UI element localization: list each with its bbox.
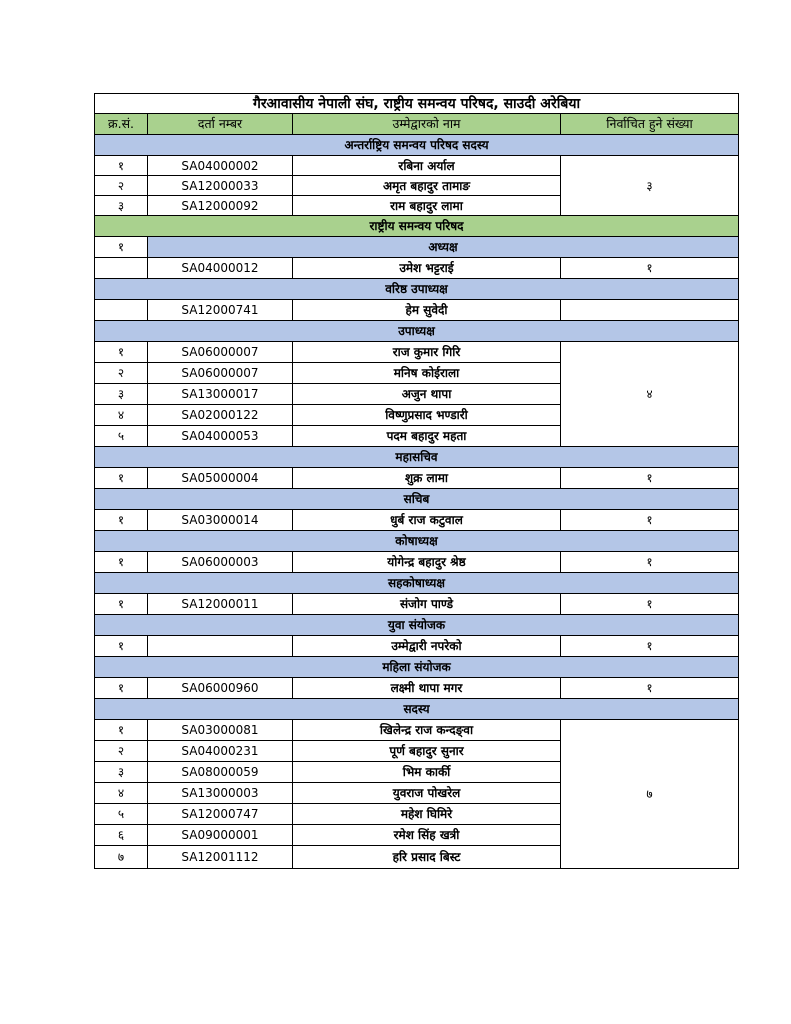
cell-name: अमृत बहादुर तामाङ xyxy=(293,176,561,196)
table-row xyxy=(95,258,739,279)
cell-sn: ७ xyxy=(95,846,148,869)
cell-name: उम्मेद्वारी नपरेको xyxy=(293,636,561,657)
cell-count: १ xyxy=(561,594,739,615)
cell-sn: ३ xyxy=(95,384,148,405)
cell-count xyxy=(561,300,739,321)
section-national: राष्ट्रीय समन्वय परिषद xyxy=(95,216,739,237)
cell-sn: ४ xyxy=(95,783,148,804)
section-row xyxy=(95,447,739,468)
cell-reg: SA06000007 xyxy=(148,363,293,384)
cell-sn: ३ xyxy=(95,762,148,783)
cell-reg: SA06000007 xyxy=(148,342,293,363)
table-row xyxy=(95,636,739,657)
cell-name: उमेश भट्टराई xyxy=(293,258,561,279)
cell-name: विष्णुप्रसाद भण्डारी xyxy=(293,405,561,426)
section-row xyxy=(95,615,739,636)
cell-sn: ६ xyxy=(95,825,148,846)
section-row xyxy=(95,657,739,678)
section-row xyxy=(95,573,739,594)
cell-name: रमेश सिंह खत्री xyxy=(293,825,561,846)
table-row xyxy=(95,510,739,531)
cell-sn: ४ xyxy=(95,405,148,426)
cell-reg: SA12000092 xyxy=(148,196,293,216)
table-row xyxy=(95,342,739,363)
cell-count: १ xyxy=(561,510,739,531)
cell-reg xyxy=(148,636,293,657)
cell-reg: SA04000231 xyxy=(148,741,293,762)
cell-sn: १ xyxy=(95,552,148,573)
section-row xyxy=(95,321,739,342)
cell-count: १ xyxy=(561,258,739,279)
header-name: उम्मेद्वारको नाम xyxy=(293,114,561,135)
section-row xyxy=(95,531,739,552)
header-sn: क्र.सं. xyxy=(95,114,148,135)
cell-sn: २ xyxy=(95,176,148,196)
section-international: अन्तर्राष्ट्रिय समन्वय परिषद सदस्य xyxy=(95,135,739,156)
cell-reg: SA13000017 xyxy=(148,384,293,405)
section-row xyxy=(95,237,739,258)
cell-name: लक्ष्मी थापा मगर xyxy=(293,678,561,699)
section-row xyxy=(95,216,739,237)
section-secretary: सचिब xyxy=(95,489,739,510)
table-row xyxy=(95,678,739,699)
cell-name: महेश घिमिरे xyxy=(293,804,561,825)
cell-sn: १ xyxy=(95,156,148,176)
cell-reg: SA12001112 xyxy=(148,846,293,869)
cell-name: युवराज पोखरेल xyxy=(293,783,561,804)
cell-reg: SA12000033 xyxy=(148,176,293,196)
section-co-treasurer: सहकोषाध्यक्ष xyxy=(95,573,739,594)
cell-reg: SA06000003 xyxy=(148,552,293,573)
cell-count: ४ xyxy=(561,342,739,447)
section-row xyxy=(95,279,739,300)
cell-sn: ५ xyxy=(95,804,148,825)
title-row xyxy=(95,94,739,114)
table-row xyxy=(95,720,739,741)
cell-count: ३ xyxy=(561,156,739,216)
section-row xyxy=(95,135,739,156)
cell-sn xyxy=(95,258,148,279)
cell-name: भिम कार्की xyxy=(293,762,561,783)
cell-reg: SA04000002 xyxy=(148,156,293,176)
header-count: निर्वाचित हुने संख्या xyxy=(561,114,739,135)
table-row xyxy=(95,300,739,321)
cell-name: हेम सुवेदी xyxy=(293,300,561,321)
cell-sn: २ xyxy=(95,741,148,762)
cell-name: शुक्र लामा xyxy=(293,468,561,489)
cell-name: पदम बहादुर महता xyxy=(293,426,561,447)
cell-sn: २ xyxy=(95,363,148,384)
section-treasurer: कोषाध्यक्ष xyxy=(95,531,739,552)
cell-reg: SA04000053 xyxy=(148,426,293,447)
cell-count: १ xyxy=(561,636,739,657)
cell-count: १ xyxy=(561,468,739,489)
cell-sn: १ xyxy=(95,678,148,699)
section-row xyxy=(95,489,739,510)
cell-reg: SA05000004 xyxy=(148,468,293,489)
cell-reg: SA02000122 xyxy=(148,405,293,426)
header-reg: दर्ता नम्बर xyxy=(148,114,293,135)
cell-sn xyxy=(95,300,148,321)
cell-reg: SA03000014 xyxy=(148,510,293,531)
section-row xyxy=(95,699,739,720)
cell-sn: १ xyxy=(95,468,148,489)
section-youth: युवा संयोजक xyxy=(95,615,739,636)
cell-name: अजुन थापा xyxy=(293,384,561,405)
cell-sn: १ xyxy=(95,636,148,657)
cell-sn: ३ xyxy=(95,196,148,216)
cell-name: योगेन्द्र बहादुर श्रेष्ठ xyxy=(293,552,561,573)
cell-name: रबिना अर्याल xyxy=(293,156,561,176)
cell-name: मनिष कोईराला xyxy=(293,363,561,384)
cell-sn: १ xyxy=(95,720,148,741)
table-row xyxy=(95,468,739,489)
cell-name: धुर्ब राज कटुवाल xyxy=(293,510,561,531)
cell-count: १ xyxy=(561,552,739,573)
cell-name: हरि प्रसाद बिस्ट xyxy=(293,846,561,869)
section-gen-sec: महासचिव xyxy=(95,447,739,468)
cell-reg: SA09000001 xyxy=(148,825,293,846)
table-row xyxy=(95,156,739,176)
cell-sn: १ xyxy=(95,510,148,531)
cell-name: पूर्ण बहादुर सुनार xyxy=(293,741,561,762)
cell-sn: १ xyxy=(95,594,148,615)
cell-reg: SA12000741 xyxy=(148,300,293,321)
cell-reg: SA04000012 xyxy=(148,258,293,279)
cell-reg: SA08000059 xyxy=(148,762,293,783)
cell-reg: SA12000011 xyxy=(148,594,293,615)
cell-name: संजोग पाण्डे xyxy=(293,594,561,615)
section-women: महिला संयोजक xyxy=(95,657,739,678)
cell-name: राम बहादुर लामा xyxy=(293,196,561,216)
section-vice: उपाध्यक्ष xyxy=(95,321,739,342)
candidate-table xyxy=(94,93,739,869)
cell-reg: SA13000003 xyxy=(148,783,293,804)
cell-reg: SA06000960 xyxy=(148,678,293,699)
cell-reg: SA12000747 xyxy=(148,804,293,825)
cell-sn: १ xyxy=(95,342,148,363)
section-adhyaksha: अध्यक्ष xyxy=(148,237,739,258)
table-row xyxy=(95,594,739,615)
cell-sn: ५ xyxy=(95,426,148,447)
section-senior-vice: वरिष्ठ उपाध्यक्ष xyxy=(95,279,739,300)
cell-name: राज कुमार गिरि xyxy=(293,342,561,363)
cell-sn: १ xyxy=(95,237,148,258)
cell-name: खिलेन्द्र राज कन्दङ्वा xyxy=(293,720,561,741)
table-row xyxy=(95,552,739,573)
cell-count: ७ xyxy=(561,720,739,869)
cell-reg: SA03000081 xyxy=(148,720,293,741)
document-title: गैरआवासीय नेपाली संघ, राष्ट्रीय समन्वय परिषद, साउदी अरेबिया xyxy=(95,94,739,114)
section-members: सदस्य xyxy=(95,699,739,720)
cell-count: १ xyxy=(561,678,739,699)
header-row xyxy=(95,114,739,135)
